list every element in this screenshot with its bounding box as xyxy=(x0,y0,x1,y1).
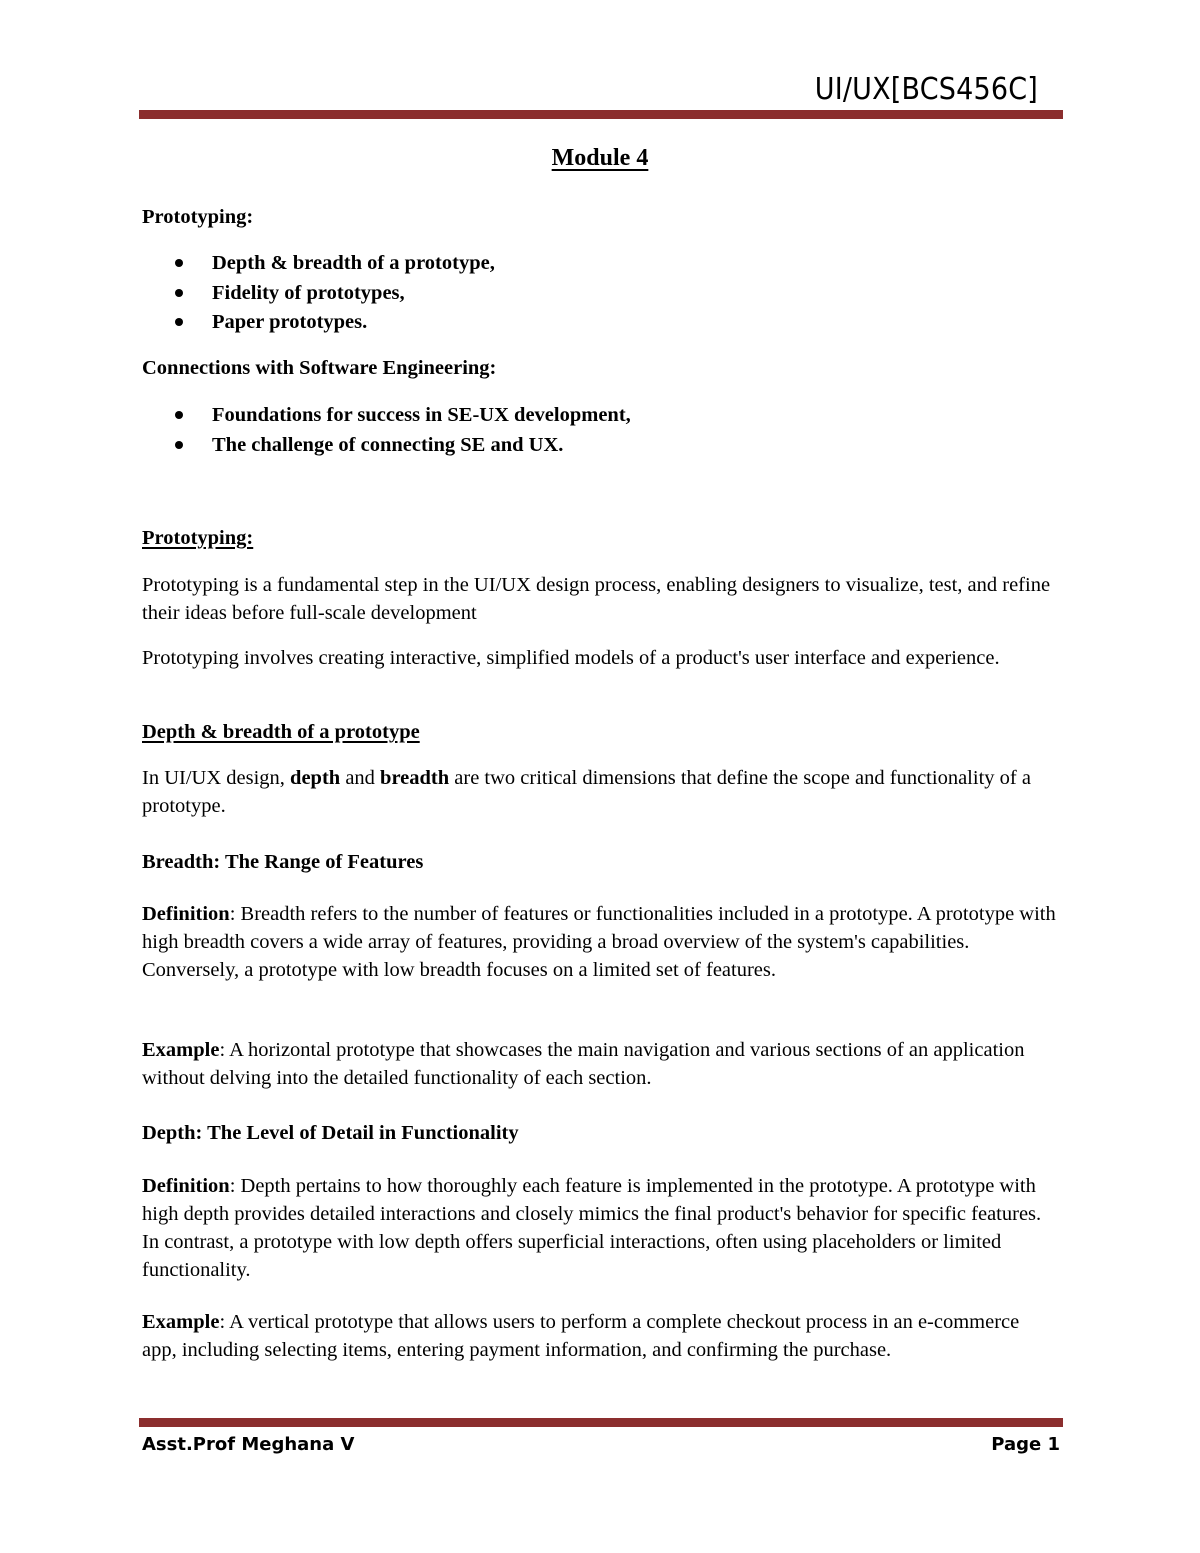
section-heading-prototyping: Prototyping: xyxy=(142,527,254,549)
bullet-icon xyxy=(175,289,183,297)
outline-prototyping-list xyxy=(142,249,495,338)
list-item: Paper prototypes. xyxy=(142,308,495,338)
paragraph-breadth-definition: Definition: Breadth refers to the number of features or functionalities included in a prototype. A prototype with high breadth covers a wide array of features, providing a broad overview of the system's capabilities. Conversely, a prototype with low breadth focuses on a limited set of features. xyxy=(142,903,1056,981)
footer-author: Asst.Prof Meghana V xyxy=(142,1434,355,1455)
list-item: Foundations for success in SE-UX development, xyxy=(142,401,631,431)
module-title xyxy=(0,145,1200,172)
header-rule xyxy=(139,110,1063,119)
list-item: Depth & breadth of a prototype, xyxy=(142,249,495,279)
subheading-breadth: Breadth: The Range of Features xyxy=(142,851,424,873)
paragraph-depth-breadth-intro: In UI/UX design, depth and breadth are two critical dimensions that define the scope and functionality of a prototype. xyxy=(142,767,1031,817)
outline-se-list xyxy=(142,401,631,460)
list-item: The challenge of connecting SE and UX. xyxy=(142,431,631,461)
paragraph-prototyping-1: Prototyping is a fundamental step in the UI/UX design process, enabling designers to visualize, test, and refine their ideas before full-scale development xyxy=(142,574,1051,624)
bullet-icon xyxy=(175,441,183,449)
paragraph-depth-definition: Definition: Depth pertains to how thoroughly each feature is implemented in the prototype. A prototype with high depth provides detailed interactions and closely mimics the final product's behavior for specific features. In contrast, a prototype with low depth offers superficial interactions, often using placeholders or limited functionality. xyxy=(142,1175,1042,1281)
paragraph-prototyping-2: Prototyping involves creating interactive, simplified models of a product's user interface and experience. xyxy=(142,647,1000,669)
list-item: Fidelity of prototypes, xyxy=(142,279,495,309)
subheading-depth: Depth: The Level of Detail in Functionality xyxy=(142,1122,519,1144)
module-title-text: Module 4 xyxy=(551,145,649,171)
section-heading-depth-breadth: Depth & breadth of a prototype xyxy=(142,721,420,743)
bullet-icon xyxy=(175,318,183,326)
paragraph-depth-example: Example: A vertical prototype that allows users to perform a complete checkout process in an e-commerce app, including selecting items, entering payment information, and confirming the purchase. xyxy=(142,1311,1020,1361)
outline-se-heading: Connections with Software Engineering: xyxy=(142,357,497,379)
footer-rule xyxy=(139,1418,1063,1427)
bullet-icon xyxy=(175,411,183,419)
paragraph-breadth-example: Example: A horizontal prototype that showcases the main navigation and various sections of an application without delving into the detailed functionality of each section. xyxy=(142,1039,1025,1089)
outline-prototyping-heading: Prototyping: xyxy=(142,206,254,228)
header-course-code: UI/UX[BCS456C] xyxy=(814,72,1038,107)
bullet-icon xyxy=(175,259,183,267)
footer-page-number: Page 1 xyxy=(991,1434,1060,1455)
